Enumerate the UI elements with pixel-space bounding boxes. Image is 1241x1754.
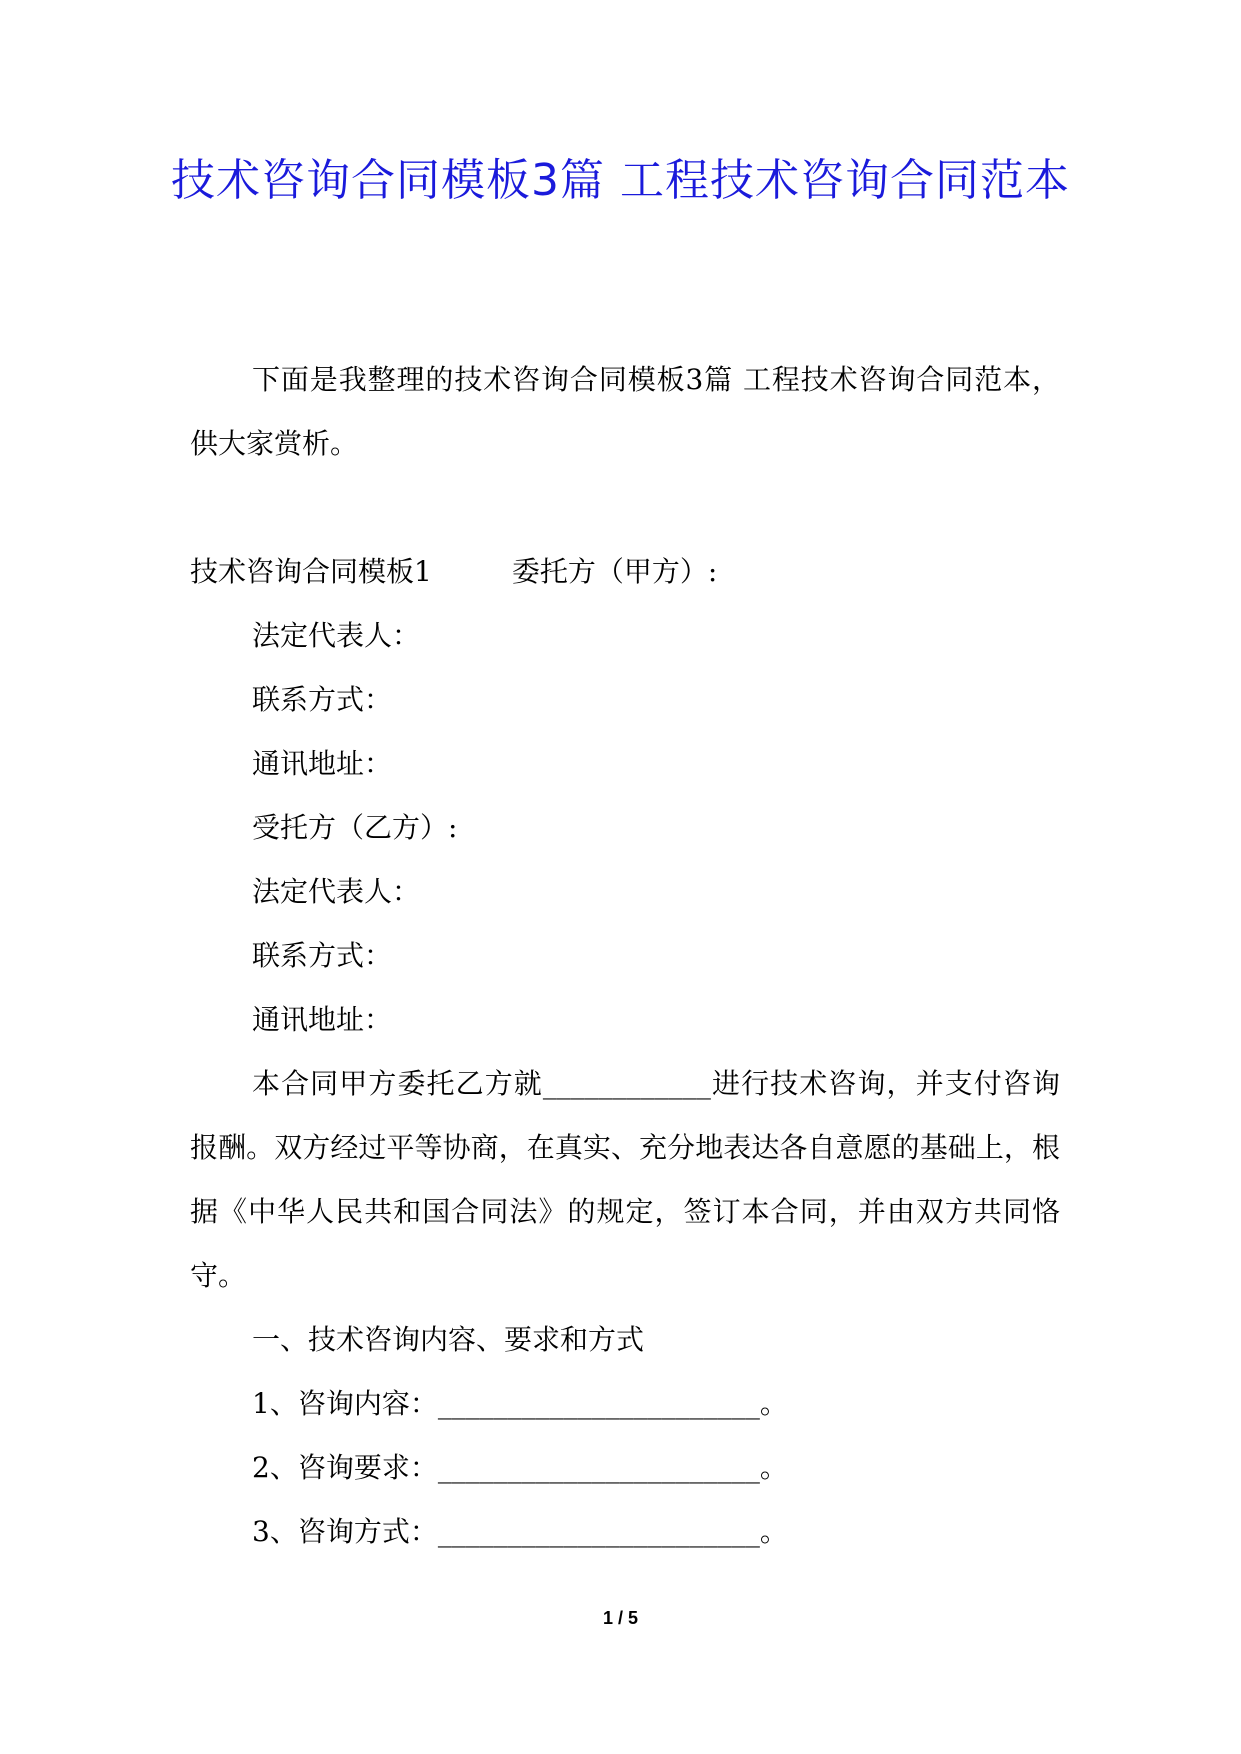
item-blank-3: _______________________	[437, 1515, 760, 1548]
page-number: 1 / 5	[602, 1608, 639, 1628]
item-label-1: 1、咨询内容：	[252, 1387, 438, 1420]
contract-paragraph	[190, 1052, 1060, 1308]
contract-text-a: 本合同甲方委托乙方就	[252, 1067, 543, 1100]
section-one-heading: 一、技术咨询内容、要求和方式	[252, 1323, 645, 1356]
document-body	[190, 348, 1060, 1564]
item-blank-2: _______________________	[437, 1451, 760, 1484]
client-label: 委托方（甲方）:	[511, 555, 718, 588]
template-heading: 技术咨询合同模板1	[190, 555, 432, 588]
item-blank-1: _______________________	[437, 1387, 760, 1420]
item-line-3	[190, 1500, 1060, 1564]
intro-paragraph: 下面是我整理的技术咨询合同模板3篇 工程技术咨询合同范本，供大家赏析。	[190, 363, 1060, 460]
address-line-2: 通讯地址：	[252, 1003, 393, 1036]
legal-rep-line-1: 法定代表人：	[252, 619, 421, 652]
address-line-1: 通讯地址：	[252, 747, 393, 780]
item-label-2: 2、咨询要求：	[252, 1451, 438, 1484]
contract-blank: ____________	[542, 1067, 711, 1100]
item-end-1: 。	[759, 1387, 788, 1420]
contact-line-2: 联系方式：	[252, 939, 393, 972]
template-heading-line	[190, 540, 1060, 604]
item-label-3: 3、咨询方式：	[252, 1515, 438, 1548]
trustee-line: 受托方（乙方）:	[252, 811, 458, 844]
item-line-1	[190, 1372, 1060, 1436]
legal-rep-line-2: 法定代表人：	[252, 875, 421, 908]
contact-line-1: 联系方式：	[252, 683, 393, 716]
contract-text-b: 进行技术咨询，并支付咨询报酬。双方经过平等协商，在真实、充分地表达各自意愿的基础上，根据《中华人民共和国合同法》的规定，签订本合同，并由双方共同恪守。	[190, 1067, 1060, 1292]
item-end-2: 。	[759, 1451, 788, 1484]
spacer	[190, 476, 1060, 540]
item-end-3: 。	[759, 1515, 788, 1548]
document-title: 技术咨询合同模板3篇 工程技术咨询合同范本	[171, 155, 1070, 206]
item-line-2	[190, 1436, 1060, 1500]
